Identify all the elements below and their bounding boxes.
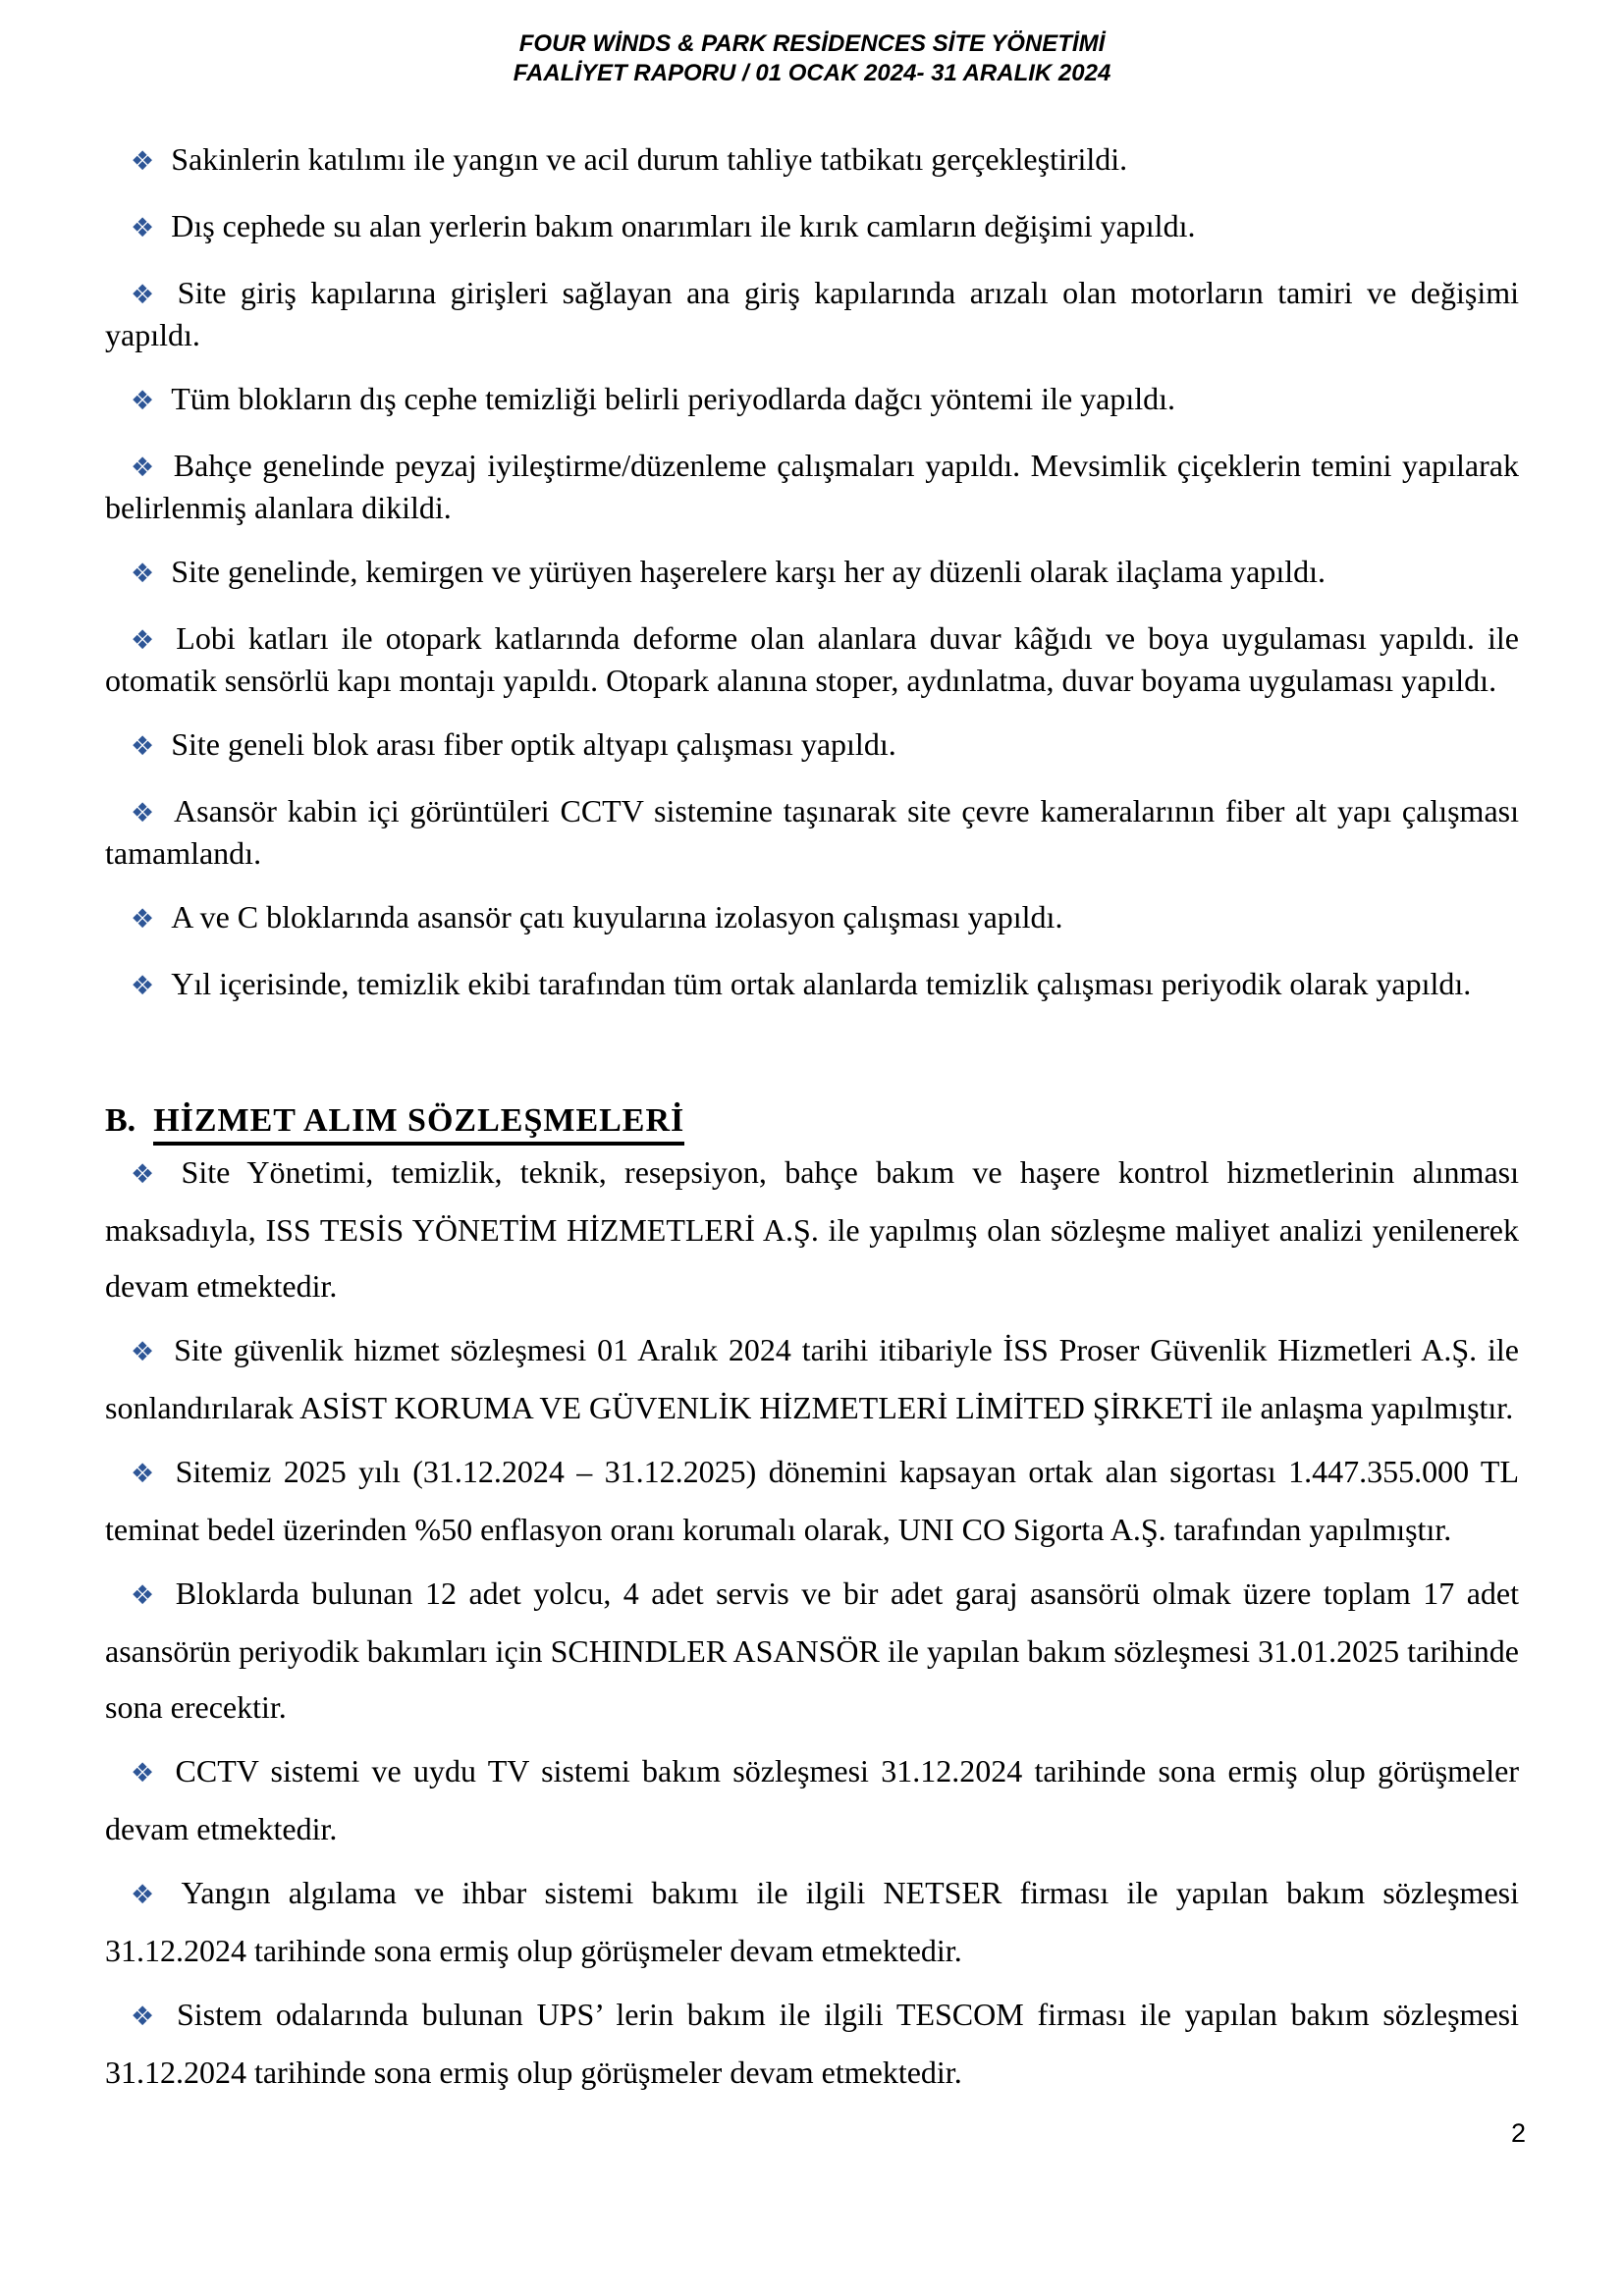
page-number: 2 xyxy=(1510,2118,1526,2148)
list-item xyxy=(105,1322,1519,1436)
diamond-bullet-icon: ❖ xyxy=(131,1880,165,1910)
section-b-title: HİZMET ALIM SÖZLEŞMELERİ xyxy=(153,1102,684,1146)
list-item-text: Sitemiz 2025 yılı (31.12.2024 – 31.12.2025) dönemini kapsayan ortak alan sigortası 1.447.355.000 TL teminat bedel üzerinden %50 enflasyon oranı korumalı olarak, UNI CO Sigorta A.Ş. tarafından yapılmıştır. xyxy=(105,1454,1519,1547)
list-item xyxy=(105,1987,1519,2101)
report-subtitle: FAALİYET RAPORU / 01 OCAK 2024- 31 ARALIK 2024 xyxy=(513,60,1111,86)
list-item-text: Sakinlerin katılımı ile yangın ve acil durum tahliye tatbikatı gerçekleştirildi. xyxy=(171,141,1128,177)
list-item-text: Yangın algılama ve ihbar sistemi bakımı ile ilgili NETSER firması ile yapılan bakım sözleşmesi 31.12.2024 tarihinde sona ermiş olup görüşmeler devam etmektedir. xyxy=(105,1875,1519,1968)
list-item-text: Sistem odalarında bulunan UPS’ lerin bakım ile ilgili TESCOM firması ile yapılan bakım sözleşmesi 31.12.2024 tarihinde sona ermiş olup görüşmeler devam etmektedir. xyxy=(105,1997,1519,2090)
list-item xyxy=(105,379,1519,421)
list-item xyxy=(105,618,1519,700)
diamond-bullet-icon: ❖ xyxy=(131,213,155,243)
diamond-bullet-icon: ❖ xyxy=(131,904,155,934)
list-item xyxy=(105,724,1519,767)
diamond-bullet-icon: ❖ xyxy=(131,453,157,483)
list-item xyxy=(105,791,1519,873)
list-item xyxy=(105,897,1519,939)
list-item xyxy=(105,1865,1519,1979)
diamond-bullet-icon: ❖ xyxy=(131,1337,158,1367)
diamond-bullet-icon: ❖ xyxy=(131,971,155,1001)
section-a-list xyxy=(105,139,1519,1006)
list-item-text: Yıl içerisinde, temizlik ekibi tarafından tüm ortak alanlarda temizlik çalışması periyodik olarak yapıldı. xyxy=(171,966,1472,1001)
diamond-bullet-icon: ❖ xyxy=(131,1758,159,1789)
report-title: FOUR WİNDS & PARK RESİDENCES SİTE YÖNETİMİ xyxy=(518,30,1106,57)
diamond-bullet-icon: ❖ xyxy=(131,625,160,656)
list-item-text: Site Yönetimi, temizlik, teknik, resepsiyon, bahçe bakım ve haşere kontrol hizmetlerinin alınması maksadıyla, ISS TESİS YÖNETİM HİZMETLERİ A.Ş. ile yapılmış olan sözleşme maliyet analizi yenilenerek devam etmektedir. xyxy=(105,1154,1519,1304)
list-item-text: Site geneli blok arası fiber optik altyapı çalışması yapıldı. xyxy=(171,726,896,762)
diamond-bullet-icon: ❖ xyxy=(131,1159,165,1190)
list-item-text: Bloklarda bulunan 12 adet yolcu, 4 adet servis ve bir adet garaj asansörü olmak üzere toplam 17 adet asansörün periyodik bakımları için SCHINDLER ASANSÖR ile yapılan bakım sözleşmesi 31.01.2025 tarihinde sona erecektir. xyxy=(105,1575,1519,1725)
diamond-bullet-icon: ❖ xyxy=(131,559,155,589)
section-b-heading xyxy=(105,1099,1519,1143)
list-item-text: Lobi katları ile otopark katlarında deforme olan alanlara duvar kâğıdı ve boya uygulaması yapıldı. ile otomatik sensörlü kapı montajı yapıldı. Otopark alanına stoper, aydınlatma, duvar boyama uygulaması yapıldı. xyxy=(105,620,1519,698)
report-header xyxy=(105,29,1519,88)
list-item-text: Asansör kabin içi görüntüleri CCTV sistemine taşınarak site çevre kameralarının fiber alt yapı çalışması tamamlandı. xyxy=(105,793,1519,871)
diamond-bullet-icon: ❖ xyxy=(131,386,155,416)
list-item-text: Tüm blokların dış cephe temizliği belirli periyodlarda dağcı yöntemi ile yapıldı. xyxy=(171,381,1176,416)
list-item xyxy=(105,139,1519,182)
diamond-bullet-icon: ❖ xyxy=(131,280,161,310)
list-item-text: Bahçe genelinde peyzaj iyileştirme/düzenleme çalışmaları yapıldı. Mevsimlik çiçeklerin temini yapılarak belirlenmiş alanlara dikildi. xyxy=(105,448,1519,525)
list-item-text: Site giriş kapılarına girişleri sağlayan ana giriş kapılarında arızalı olan motorların tamiri ve değişimi yapıldı. xyxy=(105,275,1519,352)
diamond-bullet-icon: ❖ xyxy=(131,731,155,762)
list-item-text: A ve C bloklarında asansör çatı kuyularına izolasyon çalışması yapıldı. xyxy=(171,899,1063,934)
list-item xyxy=(105,206,1519,248)
list-item-text: Site güvenlik hizmet sözleşmesi 01 Aralık 2024 tarihi itibariyle İSS Proser Güvenlik Hizmetleri A.Ş. ile sonlandırılarak ASİST KORUMA VE GÜVENLİK HİZMETLERİ LİMİTED ŞİRKETİ ile anlaşma yapılmıştır. xyxy=(105,1332,1519,1425)
list-item xyxy=(105,273,1519,354)
diamond-bullet-icon: ❖ xyxy=(131,2002,160,2032)
list-item xyxy=(105,446,1519,527)
diamond-bullet-icon: ❖ xyxy=(131,1580,159,1611)
diamond-bullet-icon: ❖ xyxy=(131,146,155,177)
list-item xyxy=(105,552,1519,594)
section-b-list xyxy=(105,1145,1519,2101)
section-b-label: B. xyxy=(105,1102,136,1139)
list-item xyxy=(105,964,1519,1006)
list-item xyxy=(105,1566,1519,1735)
diamond-bullet-icon: ❖ xyxy=(131,1459,159,1489)
diamond-bullet-icon: ❖ xyxy=(131,798,158,828)
list-item xyxy=(105,1145,1519,1314)
list-item-text: Dış cephede su alan yerlerin bakım onarımları ile kırık camların değişimi yapıldı. xyxy=(171,208,1196,243)
list-item xyxy=(105,1743,1519,1857)
list-item-text: Site genelinde, kemirgen ve yürüyen haşerelere karşı her ay düzenli olarak ilaçlama yapıldı. xyxy=(171,554,1326,589)
list-item xyxy=(105,1444,1519,1558)
list-item-text: CCTV sistemi ve uydu TV sistemi bakım sözleşmesi 31.12.2024 tarihinde sona ermiş olup görüşmeler devam etmektedir. xyxy=(105,1753,1519,1846)
